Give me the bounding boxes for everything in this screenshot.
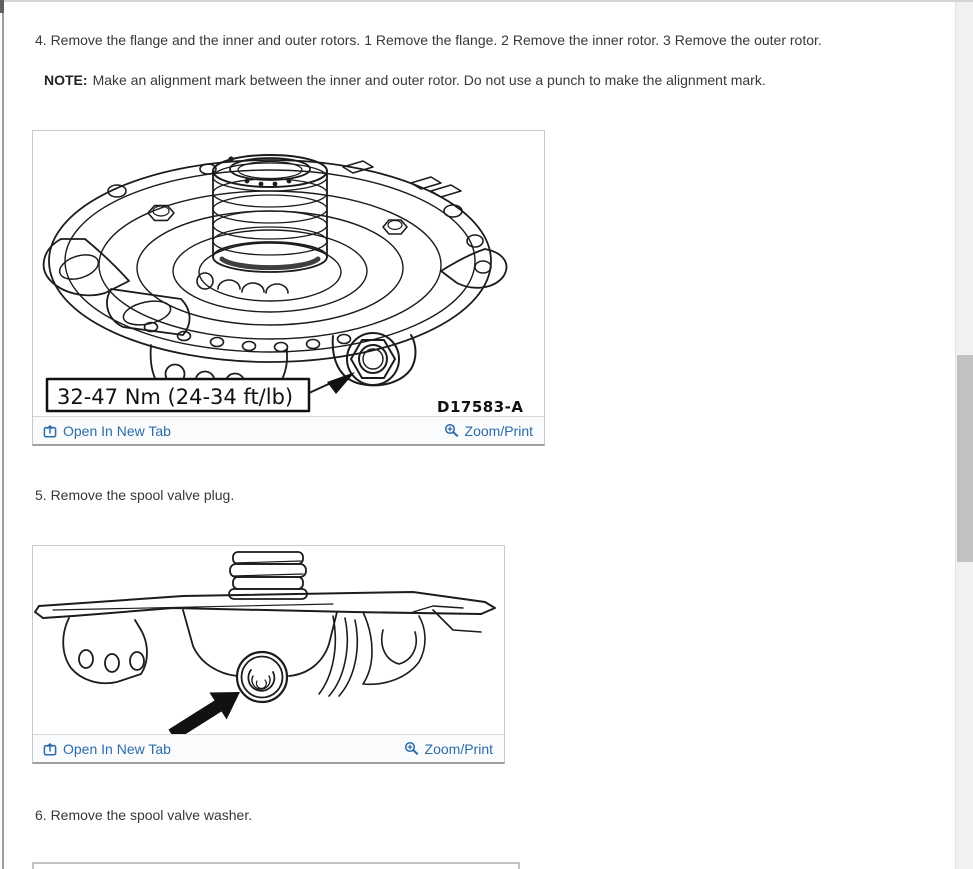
torque-callout <box>47 372 355 411</box>
figure-id-text: D17583-A <box>437 398 524 416</box>
note-label: NOTE: <box>44 72 88 88</box>
leader-arrowhead <box>327 372 355 394</box>
torque-label-text: 32-47 Nm (24-34 ft/lb) <box>57 385 294 409</box>
spool-valve-diagram <box>33 546 504 734</box>
open-in-new-tab-label[interactable]: Open In New Tab <box>63 422 171 439</box>
top-edge-divider <box>0 0 973 2</box>
top-hub <box>229 552 307 599</box>
magnifier-plus-icon[interactable] <box>444 423 459 438</box>
left-edge-divider <box>2 0 4 869</box>
vertical-scrollbar-thumb[interactable] <box>957 355 973 562</box>
figure-panel-partial <box>32 862 520 869</box>
mounting-ears <box>44 239 507 335</box>
zoom-print-label[interactable]: Zoom/Print <box>424 740 493 757</box>
note-text: Make an alignment mark between the inner and outer rotor. Do not use a punch to make the alignment mark. <box>92 72 766 88</box>
step-5-instruction: 5. Remove the spool valve plug. <box>35 487 235 503</box>
figure1-footer <box>33 416 544 444</box>
vertical-scrollbar-track[interactable] <box>955 0 973 869</box>
magnifier-plus-icon[interactable] <box>404 741 419 756</box>
open-in-new-tab-link[interactable] <box>43 741 171 757</box>
spool-bore <box>183 610 337 702</box>
figure2-footer <box>33 734 504 762</box>
figure-panel-flange <box>32 130 545 446</box>
left-ear <box>63 618 147 683</box>
open-in-new-tab-link[interactable] <box>43 423 171 439</box>
flange-plate <box>35 592 495 618</box>
zoom-print-link[interactable] <box>444 423 533 439</box>
step-4-instruction: 4. Remove the flange and the inner and outer rotors. 1 Remove the flange. 2 Remove the inner rotor. 3 Remove the outer rotor. <box>35 32 822 48</box>
flange-rotor-diagram <box>33 131 544 416</box>
open-in-new-tab-label[interactable]: Open In New Tab <box>63 740 171 757</box>
left-edge-cap <box>0 0 4 13</box>
body-ridges <box>319 610 481 696</box>
zoom-print-link[interactable] <box>404 741 493 757</box>
figure-panel-spool-valve <box>32 545 505 764</box>
note-line <box>44 72 766 88</box>
open-in-new-tab-icon[interactable] <box>43 742 57 756</box>
open-in-new-tab-icon[interactable] <box>43 424 57 438</box>
zoom-print-label[interactable]: Zoom/Print <box>464 422 533 439</box>
step-6-instruction: 6. Remove the spool valve washer. <box>35 807 253 823</box>
pump-housing <box>49 160 491 362</box>
pointer-arrow <box>169 692 241 734</box>
